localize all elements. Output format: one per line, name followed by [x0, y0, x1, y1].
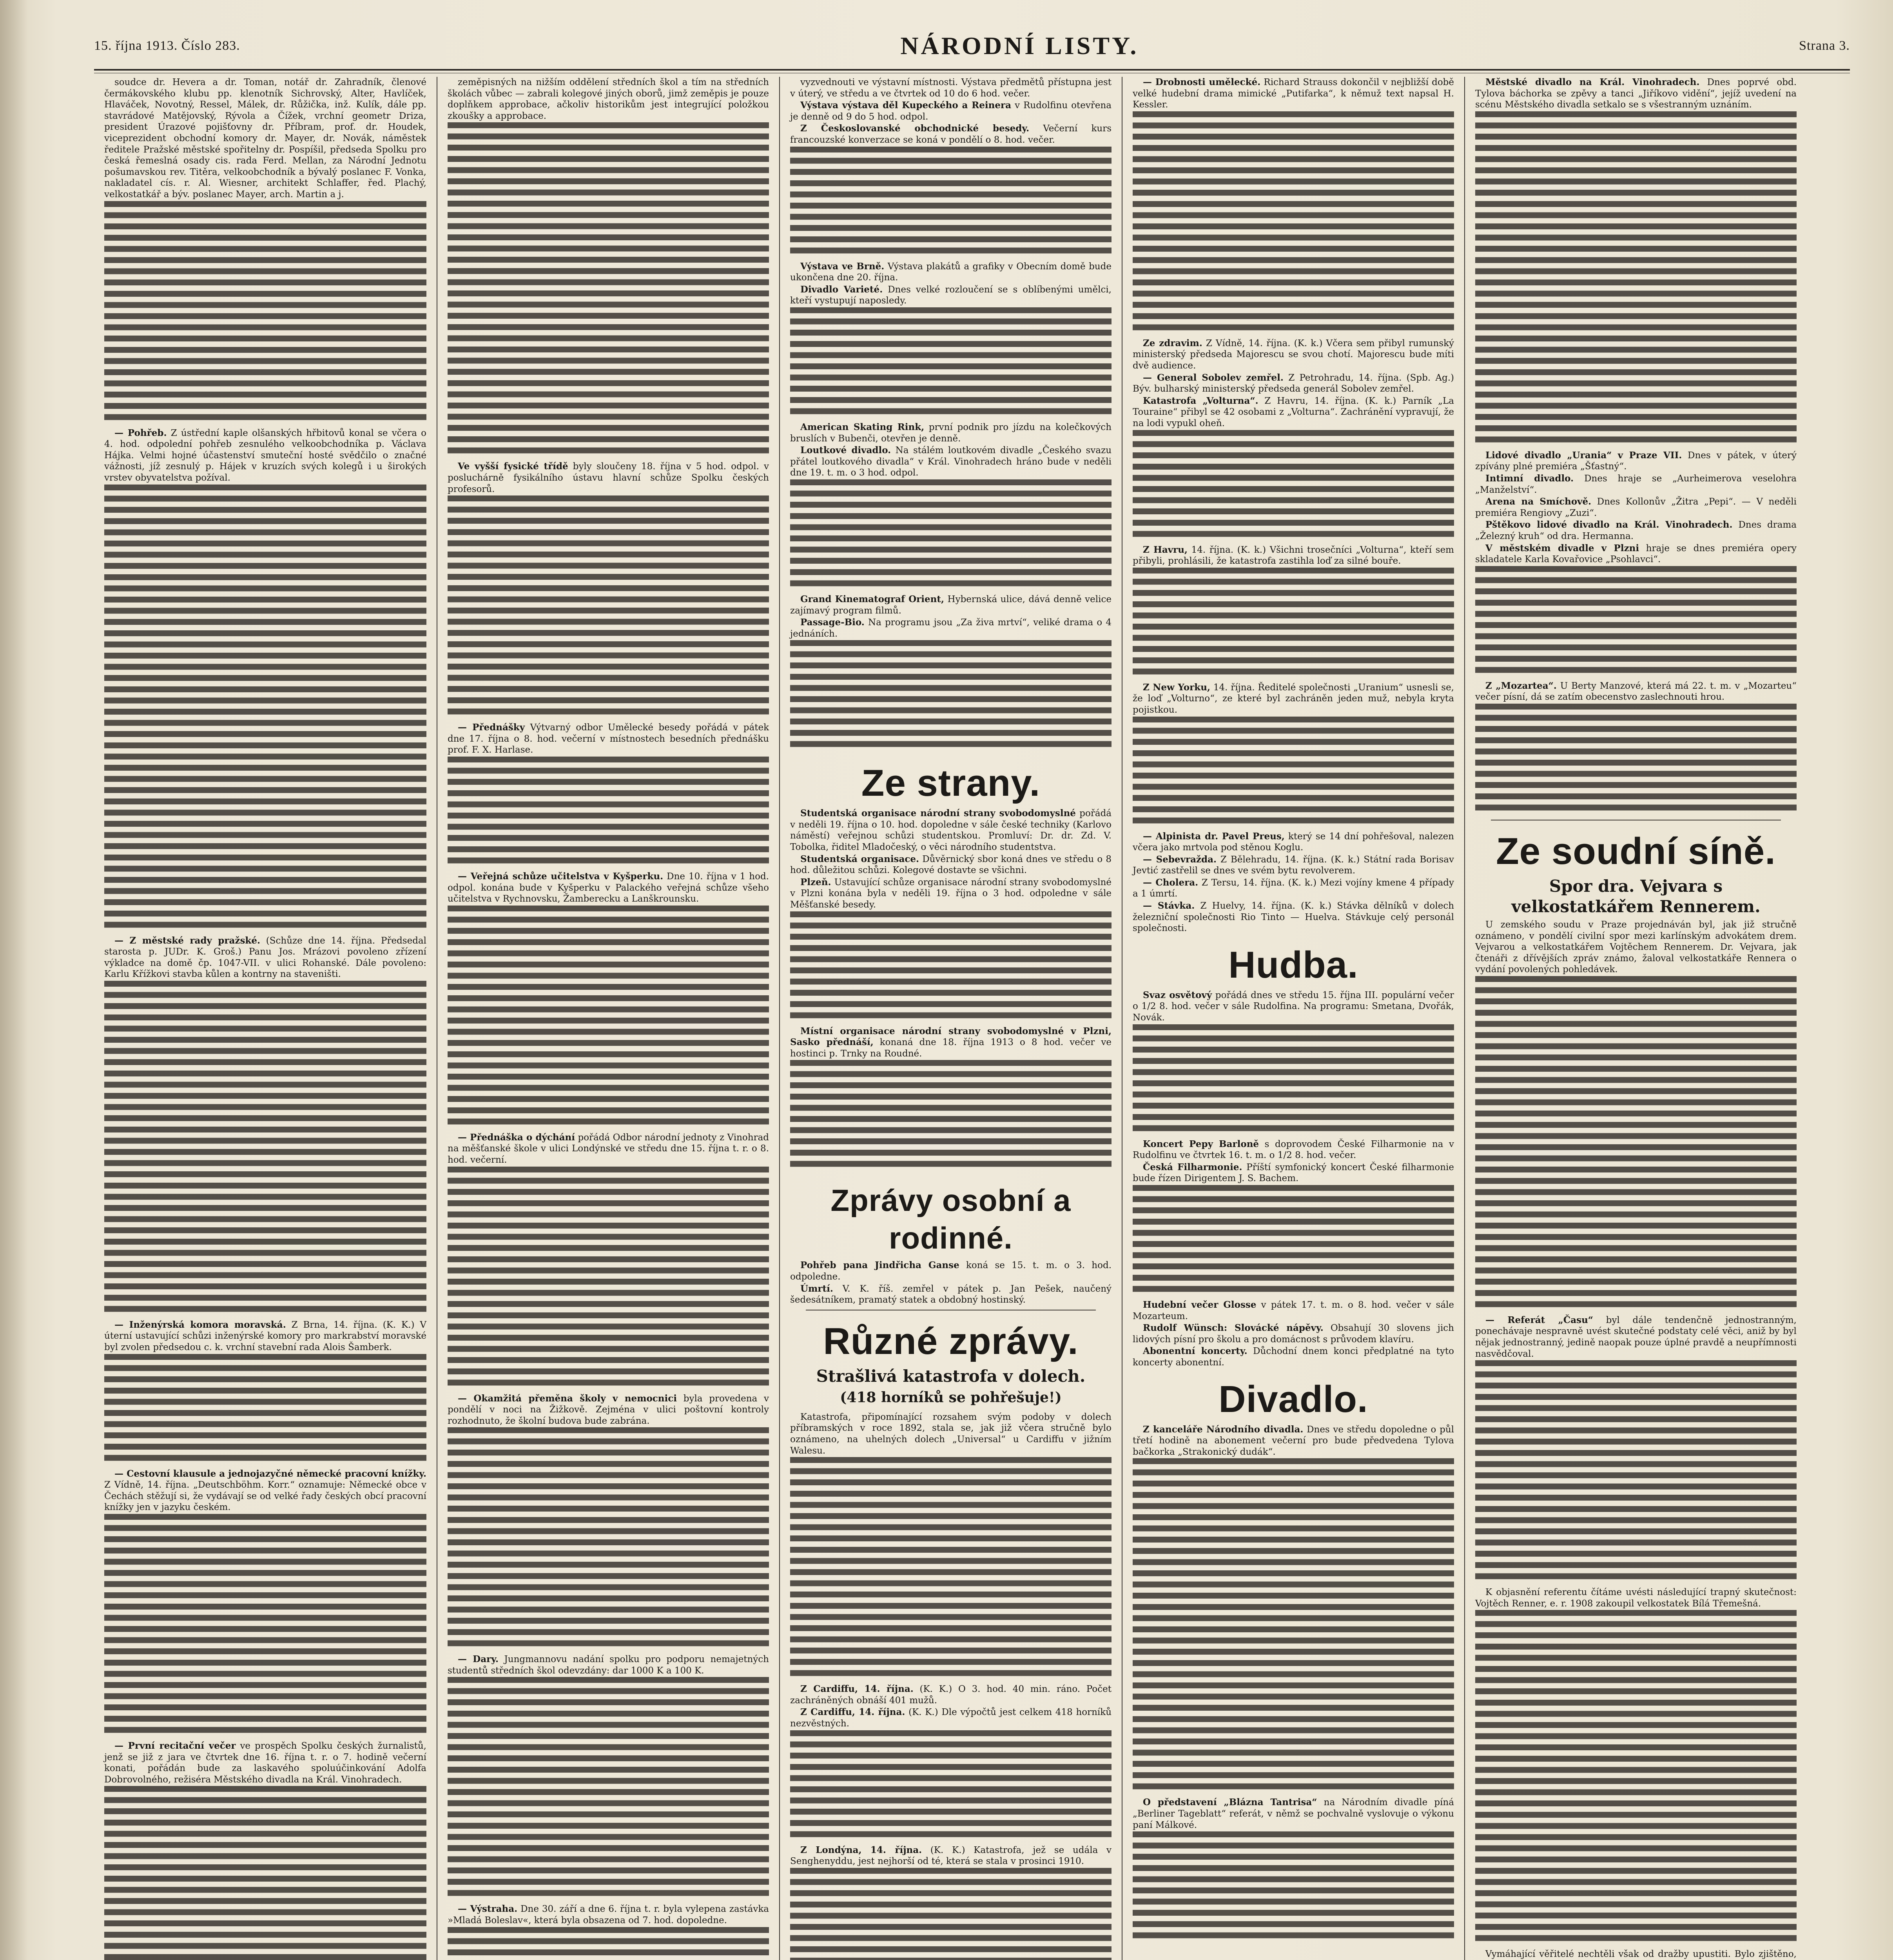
article-heading: Místní organisace národní strany svobodomyslné v Plzni, Sasko přednáší, — [790, 1025, 1112, 1048]
text-block — [790, 1060, 1112, 1172]
article-heading: Plzeň. — [800, 877, 831, 887]
text-block — [790, 911, 1112, 1024]
article-text — [1475, 473, 1797, 495]
article-body: Z Vídně, 14. října. (K. k.) Včera sem přibyl rumunský ministerský předseda Majorescu se svou chotí. Majorescu bude míti dvě audience. — [1133, 338, 1454, 371]
article-body: Z Brna, 14. října. (K. K.) V úterní ustavující schůzi inženýrské komory pro markrabství moravské byl zvolen předsedou c. k. vrchní stavební rada Alois Šamberk. — [104, 1319, 426, 1353]
article-text: U zemského soudu v Praze projednáván byl, jak již stručně oznámeno, v pondělí civilní spor mezi karlínským advokátem drem. Vejvarou a velkostatkářem Vojtěchem Rennerem. Dr. Vejvara, jak čtenáři z dřívějších zpráv známo, žaloval velkostatkáře Rennera o vydání povolených pohledávek. — [1475, 919, 1797, 975]
article-body: byla provedena v pondělí v noci na Žižkově. Zejména v ulici poštovní kontroly rozhodnuto, že školní budova bude zabrána. — [448, 1393, 769, 1426]
text-block — [1475, 976, 1797, 1312]
article-text — [448, 1654, 769, 1676]
article-body: Obsahují 30 slovens jich lidových písní pro školu a pro domácnost s průvodem klavíru. — [1133, 1323, 1454, 1345]
article-body: (Schůze dne 14. října. Předsedal starosta p. JUDr. K. Groš.) Panu Jos. Mrázovi povoleno zřízení výkladce na domě čp. 1047-VII. v ulici Rohanské. Dále povoleno: Karlu Křížkovi stavba kůlen a kontrny na staveništi. — [104, 935, 427, 980]
article-heading: — Okamžitá přeměna školy v nemocnici — [458, 1393, 677, 1404]
article-heading: Úmrtí. — [800, 1283, 833, 1294]
article-heading: Passage-Bio. — [800, 617, 865, 628]
masthead — [94, 24, 1850, 67]
article-text — [790, 1026, 1112, 1060]
article-body: Richard Strauss dokončil v nejbližší době velké hudební drama mimické „Putifarka“, k němuž text napsal H. Kessler. — [1133, 77, 1454, 110]
article-body: s doprovodem České Filharmonie na v Rudolfinu ve čtvrtek 16. t. m. o 1/2 8. hod. večer. — [1133, 1139, 1454, 1161]
article-heading: Arena na Smíchově. — [1485, 496, 1592, 507]
article-text — [1133, 1162, 1454, 1184]
article-text — [448, 1132, 769, 1166]
text-block — [1133, 1831, 1454, 1944]
text-block — [790, 307, 1112, 419]
article-body: hraje se dnes premiéra opery skladatele Karla Kovařovice „Psohlavci“. — [1475, 543, 1797, 565]
article-body: Dnes drama „Železný kruh“ od dra. Hermanna. — [1475, 520, 1797, 541]
text-block — [104, 981, 426, 1317]
article-body: Ustavující schůze organisace národní strany svobodomyslné v Plzni konána byla v neděli 19. října o 3 hod. odpoledne v sále Měšťanské besedy. — [790, 877, 1112, 910]
article-text — [1133, 1346, 1454, 1368]
article-heading: Městské divadlo na Král. Vinohradech. — [1485, 77, 1700, 87]
section-heading-soud: Ze soudní síně. — [1496, 830, 1776, 872]
article-text — [448, 871, 769, 905]
article-body: U Berty Manzové, která má 22. t. m. v „Mozarteu“ večer písní, dá se zatím obecenstvo zaslechnouti hrou. — [1475, 681, 1797, 702]
text-block — [790, 147, 1112, 259]
issue-date: 15. října 1913. Číslo 283. — [94, 38, 240, 53]
article-text — [1475, 450, 1797, 472]
article-text — [1475, 519, 1797, 542]
article-text — [790, 422, 1112, 444]
article-body: konaná dne 18. října 1913 o 8 hod. večer ve hostinci p. Trnky na Roudné. — [790, 1037, 1112, 1059]
article-heading: — Z městské rady pražské. — [114, 935, 260, 946]
article-text — [104, 1319, 426, 1353]
article-text — [1133, 1139, 1454, 1161]
article-body: v Rudolfinu otevřena je denně od 9 do 5 hod. odpol. — [790, 100, 1112, 122]
text-block — [1475, 704, 1797, 816]
article-heading: — Sebevražda. — [1143, 854, 1217, 865]
article-heading: Grand Kinematograf Orient, — [800, 593, 945, 604]
text-block — [1133, 111, 1454, 336]
text-block — [790, 640, 1112, 752]
article-text — [1133, 900, 1454, 934]
article-text — [790, 445, 1112, 479]
article-text — [1475, 496, 1797, 519]
text-block — [448, 495, 769, 720]
article-heading: O představení „Blázna Tantrisa“ — [1143, 1797, 1317, 1808]
article-text — [1133, 877, 1454, 900]
article-heading: Lidové divadlo „Urania“ v Praze VII. — [1485, 450, 1682, 461]
article-heading: Z „Mozartea“. — [1485, 680, 1557, 691]
article-body: Důvěrnický sbor koná dnes ve středu o 8 hod. důležitou schůzi. Kolegové dostavte se všichni. — [790, 854, 1112, 876]
text-block — [790, 1457, 1112, 1681]
article-body: (K. K.) Dle výpočtů jest celkem 418 horníků nezvěstných. — [790, 1707, 1112, 1729]
article-text — [1133, 1424, 1454, 1458]
article-heading: — Výstraha. — [458, 1904, 518, 1915]
article-heading: — Drobnosti umělecké. — [1143, 77, 1261, 87]
article-heading: Rudolf Wünsch: Slovácké nápěvy. — [1143, 1323, 1324, 1334]
article-body: Z Havru, 14. října. (K. k.) Parník „La Touraine“ přibyl se 42 osobami z „Volturna“. Zachránění vypravují, že na lodi vypukl oheň. — [1133, 396, 1454, 428]
article-text — [448, 1904, 769, 1926]
article-heading: — Veřejná schůze učitelstva v Kyšperku. — [458, 871, 664, 882]
article-body: byly sloučeny 18. října v 5 hod. odpol. v posluchárně fysikálního ústavu hlavní schůze Spolku českých profesorů. — [448, 461, 769, 494]
article-heading: — Cholera. — [1143, 877, 1199, 888]
column-4 — [1122, 77, 1464, 1960]
article-body: Důchodní dnem konci předplatné na tyto koncerty abonentní. — [1133, 1346, 1454, 1368]
article-body: Příští symfonický koncert České filharmonie bude řízen Dirigentem J. S. Bachem. — [1133, 1162, 1454, 1184]
article-heading: Intimní divadlo. — [1485, 473, 1574, 484]
text-block — [104, 201, 426, 425]
article-body: Večerní kurs francouzské konverzace se koná v pondělí o 8. hod. večer. — [790, 123, 1112, 145]
article-text — [790, 1707, 1112, 1729]
article-text — [790, 1260, 1112, 1282]
article-subtitle: (418 horníků se pohřešuje!) — [840, 1389, 1062, 1406]
article-text — [790, 1684, 1112, 1706]
article-text — [1475, 77, 1797, 111]
text-block — [448, 1927, 769, 1960]
article-text — [104, 1468, 426, 1513]
article-text — [1133, 1323, 1454, 1345]
text-block — [104, 1786, 426, 1960]
article-heading: Z Cardiffu, 14. října. — [800, 1684, 914, 1695]
article-heading: Z Českoslovanské obchodnické besedy. — [800, 123, 1030, 134]
section-heading-divadlo: Divadlo. — [1218, 1378, 1368, 1420]
text-block — [1475, 1610, 1797, 1946]
text-block — [104, 1354, 426, 1466]
text-block — [448, 757, 769, 869]
article-body: byl dále tendenčně jednostranným, ponechávaje nespravně uvést skutečné podstaty celé věci, aniž by byl nějak jednostranný, jedině naopak pouze úplné pravdě a neupřímnosti nasvědčoval. — [1475, 1315, 1797, 1359]
article-text — [790, 594, 1112, 616]
article-text — [1475, 543, 1797, 565]
article-text — [448, 461, 769, 495]
article-body: pořádá dnes ve středu 15. října III. populární večer o 1/2 8. hod. večer v sále Rudolfina. Na programu: Smetana, Dvořák, Novák. — [1133, 990, 1454, 1023]
article-text — [790, 284, 1112, 307]
article-body: Dnes v pátek, v úterý zpívány plné premiéra „Šťastný“. — [1475, 450, 1797, 472]
article-heading: — Referát „Času“ — [1485, 1314, 1594, 1325]
article-body: který se 14 dní pohřešoval, nalezen včera jako mrtvola pod stěnou Koglu. — [1133, 831, 1454, 853]
article-body: Jungmannovu nadání spolku pro podporu nemajetných studentů středních škol odevzdány: dar 1000 K a 100 K. — [448, 1654, 769, 1676]
article-heading: Svaz osvětový — [1143, 989, 1212, 1000]
article-body: Z Petrohradu, 14. října. (Spb. Ag.) Býv. bulharský ministerský předseda generál Sobolev zemřel. — [1133, 372, 1454, 394]
text-block — [1133, 717, 1454, 829]
article-body: ve prospěch Spolku českých žurnalistů, jenž se již z jara ve čtvrtek dne 16. října t. r. o 7. hodině večerní konati, pořádán bude za laskavého spoluúčinkování Adolfa Dobrovolného, režiséra Městského divadla na Král. Vinohradech. — [104, 1741, 426, 1785]
article-text — [104, 428, 426, 484]
article-heading: Loutkové divadlo. — [800, 445, 891, 456]
article-heading: — Dary. — [458, 1654, 499, 1665]
text-block — [448, 122, 769, 459]
article-text: zeměpisných na nižším oddělení středních škol a tím na středních školách vůbec — zabrali kolegové jiných oborů, jimž zeměpis je pouze doplňkem approbace, ačkoliv historikům jest integrující položkou zkoušky a approbace. — [448, 77, 769, 121]
article-heading: — Pohřeb. — [114, 427, 167, 438]
text-block — [1133, 430, 1454, 542]
column-5 — [1464, 77, 1807, 1960]
masthead-rule — [94, 69, 1850, 73]
text-block — [448, 1167, 769, 1391]
article-body: Z ústřední kaple olšanských hřbitovů konal se včera o 4. hod. odpolední pohřeb zesnulého velkoobchodníka p. Václava Hájka. Velmi hojné účastenství smuteční hosté svědčilo o značné vážnosti, jíž zesnulý p. Hájek v kruzích svých kolegů i u širokých vrstev obyvatelstva požíval. — [104, 428, 426, 483]
text-block — [790, 479, 1112, 592]
columns — [94, 77, 1850, 1960]
article-text: vyzvednouti ve výstavní místnosti. Výstava předmětů přístupna jest v úterý, ve středu a ve čtvrtek od 10 do 6 hod. večer. — [790, 77, 1112, 99]
article-text: Vymáhající věřitelé nechtěli však od dražby upustiti. Bylo zjištěno, — [1485, 1949, 1797, 1960]
text-block — [448, 1427, 769, 1651]
column-2 — [437, 77, 779, 1960]
article-heading: Abonentní koncerty. — [1143, 1346, 1247, 1357]
article-heading: Pštěkovo lidové divadlo na Král. Vinohradech. — [1485, 519, 1733, 530]
text-block — [448, 906, 769, 1130]
article-heading: Z New Yorku, — [1143, 682, 1210, 693]
article-heading: Výstava výstava děl Kupeckého a Reinera — [800, 100, 1011, 111]
article-body: 14. října. (K. k.) Všichni trosečníci „Volturna“, kteří sem přibyli, prohlásili, že katastrofa zastihla loď za silné bouře. — [1133, 544, 1454, 566]
column-1 — [94, 77, 437, 1960]
article-heading: — První recitační večer — [114, 1740, 236, 1751]
article-text — [104, 1740, 426, 1785]
article-heading: Z kanceláře Národního divadla. — [1143, 1424, 1304, 1435]
text-block — [790, 1868, 1112, 1960]
article-text — [1133, 854, 1454, 877]
article-text — [1475, 681, 1797, 703]
article-text — [790, 1283, 1112, 1306]
binding-shadow — [0, 0, 27, 1960]
article-heading: — Cestovní klausule a jednojazyčné německé pracovní knížky. — [114, 1468, 426, 1479]
section-heading-ruzne: Různé zprávy. — [823, 1320, 1079, 1362]
article-body: Dne 30. září a dne 6. října t. r. byla vylepena zastávka »Mladá Boleslav«, která byla obsazena od 7. hod. dopoledne. — [448, 1904, 769, 1926]
article-body: Na stálém loutkovém divadle „Českého svazu přátel loutkového divadla“ v Král. Vinohradech hráno bude v neděli dne 19. t. m. o 3 hod. odpol. — [790, 445, 1112, 478]
article-heading: — Stávka. — [1143, 900, 1195, 911]
article-heading: Z Havru, — [1143, 544, 1188, 555]
article-heading: American Skating Rink, — [800, 421, 925, 432]
article-heading: Ve vyšší fysické třídě — [458, 461, 568, 472]
article-body: V. K. říš. zemřel v pátek p. Jan Pešek, naučený šedesátníkem, pramatý statek a obdobný hostinský. — [790, 1283, 1112, 1305]
article-body: Dnes poprvé obd. Tylova báchorka se zpěvy a tanci „Jiříkovo vidění“, jejíž uvedení na scénu Městského divadla setkalo se s všestranným uznáním. — [1475, 77, 1797, 110]
text-block — [1133, 568, 1454, 680]
article-text: soudce dr. Hevera a dr. Toman, notář dr. Zahradník, členové čermákovského klubu pp. klenotník Sichrovský, Alter, Havlíček, Hlaváček, Novotný, Ressel, Málek, dr. Růžička, inž. Kulík, dále pp. stavrádové Matějovský, Rývola a Čížek, vrchní geometr Driza, president Úrazové pojišťovny dr. Příbram, prof. dr. Houdek, viceprezident obchodní komory dr. Mayer, dr. Novák, náměstek ředitele Pražské městské spořitelny dr. Pospíšil, předseda Spolku pro česká řemeslná osady cis. rada Ferd. Mellan, za Národní Jednotu pošumavskou rev. Titěra, velkoobchodník a bývalý poslanec F. Vonka, nakladatel cís. r. Al. Wiesner, architekt Schlaffer, řed. Plachý, velkostatkář a býv. poslanec Mayer, arch. Martin a j. — [104, 77, 426, 200]
section-heading-strany: Ze strany. — [861, 762, 1041, 804]
text-block — [790, 1730, 1112, 1842]
article-body: Výstava plakátů a grafiky v Obecním domě bude ukončena dne 20. října. — [790, 261, 1112, 283]
article-heading: Hudební večer Glosse — [1143, 1299, 1257, 1310]
text-block — [1133, 1458, 1454, 1795]
article-text — [448, 722, 769, 756]
article-heading: Z Cardiffu, 14. října. — [800, 1707, 905, 1718]
article-body: (K. K.) Katastrofa, jež se udála v Senghenyddu, jest nejhorší od té, která se stala v prosinci 1910. — [790, 1845, 1112, 1867]
article-text — [1133, 396, 1454, 429]
article-heading: — Přednášky — [458, 722, 525, 733]
article-text — [1133, 682, 1454, 716]
article-text: K objasnění referentu čítáme uvésti následující trapný skutečnost: Vojtěch Renner, e. r. 1908 zakoupil velkostatek Bílá Třemešná. — [1475, 1587, 1797, 1609]
article-body: Dnes ve středu dopoledne o půl třetí hodině na abonement večerní pro bude předvedena Tylova bačkorka „Strakonický dudák“. — [1133, 1424, 1454, 1457]
article-body: Hybernská ulice, dává denně velice zajímavý program filmů. — [790, 594, 1112, 616]
article-text — [790, 854, 1112, 876]
article-text — [790, 877, 1112, 911]
article-body: v pátek 17. t. m. o 8. hod. večer v sále Mozarteum. — [1133, 1300, 1454, 1321]
section-heading-hudba: Hudba. — [1228, 944, 1358, 986]
article-text — [1133, 1299, 1454, 1322]
article-text — [1133, 372, 1454, 395]
page-number: Strana 3. — [1799, 38, 1850, 53]
article-body: pořádá v neděli 19. října o 10. hod. dopoledne v sále české techniky (Karlovo náměstí) veřejnou schůzi studentskou. Promluví: Dr. dr. Zd. V. Tobolka, řiditel Mladočeský, o věci národního studentstva. — [790, 808, 1112, 853]
article-body: Z Vídně, 14. října. „Deutschböhm. Korr.“ oznamuje: Německé obce v Čechách stěžují si, že vydávají se od velké řady českých obcí pracovní knížky jen v jazyku českém. — [104, 1480, 426, 1513]
article-heading: Ze zdravim. — [1143, 338, 1202, 348]
article-heading: — Inženýrská komora moravská. — [114, 1319, 286, 1330]
article-body: 14. října. Ředitelé společnosti „Uranium“ usnesli se, že loď „Volturno“, ze které byl zachráněn jeden muž, nebyla kryta pojistkou. — [1133, 682, 1454, 715]
article-title: Strašlivá katastrofa v dolech. — [816, 1366, 1086, 1386]
article-body: Dnes velké rozloučení se s oblíbenými umělci, kteří vystupují naposledy. — [790, 284, 1112, 306]
column-3 — [779, 77, 1122, 1960]
text-block — [448, 1677, 769, 1901]
article-body: Na programu jsou „Za živa mrtví“, veliké drama o 4 jednáních. — [790, 617, 1112, 639]
article-heading: Studentská organisace. — [800, 853, 919, 864]
article-text — [790, 1845, 1112, 1867]
article-text — [790, 123, 1112, 145]
article-heading: Z Londýna, 14. října. — [800, 1844, 922, 1855]
article-heading: Koncert Pepy Barloně — [1143, 1138, 1259, 1149]
article-text — [1133, 544, 1454, 567]
article-heading: Pohřeb pana Jindřicha Ganse — [800, 1260, 959, 1271]
text-block — [1475, 111, 1797, 448]
article-heading: — Alpinista dr. Pavel Preus, — [1143, 831, 1285, 842]
article-body: na Národním divadle píná „Berliner Tageblatt“ referát, v němž se pochvalně vyslovuje o výkonu paní Málkové. — [1133, 1797, 1454, 1830]
article-text — [790, 100, 1112, 122]
article-text — [1133, 831, 1454, 853]
newspaper-title: NÁRODNÍ LISTY. — [900, 32, 1139, 60]
article-heading: — Přednáška o dýchání — [458, 1132, 575, 1143]
text-block — [1475, 1360, 1797, 1584]
article-body: pořádá Odbor národní jednoty z Vinohrad na měšťanské škole v ulici Londýnské ve středu dne 15. října t. r. o 8. hod. večerní. — [448, 1132, 769, 1165]
article-text — [1133, 77, 1454, 111]
article-text — [790, 617, 1112, 639]
article-text — [1133, 990, 1454, 1024]
article-heading: — General Sobolev zemřel. — [1143, 372, 1284, 383]
article-body: Výtvarný odbor Umělecké besedy pořádá v pátek dne 17. října o 8. hod. večerní v místnostech besedních přednášku prof. F. X. Harlase. — [448, 722, 769, 755]
text-block — [1133, 1024, 1454, 1136]
article-body: Z Bělehradu, 14. října. (K. k.) Státní rada Borisav Jevtić zastřelil se dnes ve svém bytu revolverem. — [1133, 854, 1454, 876]
article-body: koná se 15. t. m. o 3. hod. odpoledne. — [790, 1260, 1112, 1282]
article-text — [790, 808, 1112, 853]
section-heading-zpravy: Zprávy osobní a rodinné. — [830, 1183, 1071, 1256]
text-block — [1475, 566, 1797, 678]
article-text — [790, 261, 1112, 283]
article-heading: V městském divadle v Plzni — [1485, 543, 1639, 554]
article-body: Z Tersu, 14. října. (K. k.) Mezi vojíny kmene 4 případy a 1 úmrtí. — [1133, 877, 1454, 899]
article-body: Dnes hraje se „Aurheimerova veselohra „Manželství“. — [1475, 473, 1797, 495]
article-heading: Divadlo Varieté. — [800, 284, 883, 295]
article-heading: Studentská organisace národní strany svobodomyslné — [800, 808, 1076, 819]
article-title: Spor dra. Vejvara s velkostatkářem Rennerem. — [1511, 876, 1761, 916]
article-text: Katastrofa, připomínající rozsahem svým podoby v dolech příbramských v roce 1892, stala se, jak již včera stručně bylo oznámeno, na uhelných dolech „Universal“ u Cardiffu v jižním Walesu. — [790, 1412, 1112, 1456]
article-heading: Katastrofa „Volturna“. — [1143, 395, 1258, 406]
article-body: Dne 10. října v 1 hod. odpol. konána bude v Kyšperku v Palackého veřejná schůze všeho učitelstva v Rychnovsku, Žamberecku a Lanškrounsku. — [448, 871, 769, 904]
article-body: Z Huelvy, 14. října. (K. k.) Stávka dělníků v dolech železniční společnosti Rio Tinto — Huelva. Stávkuje celý personál společnosti. — [1133, 901, 1454, 934]
article-text — [1133, 338, 1454, 372]
article-body: první podnik pro jízdu na kolečkových bruslích v Bubenči, otevřen je denně. — [790, 422, 1112, 444]
article-heading: Výstava ve Brně. — [800, 261, 885, 272]
article-body: Dnes Kollonův „Žitra „Pepi“. — V neděli premiéra Rengiovy „Zuzi“. — [1475, 497, 1797, 518]
article-text — [104, 935, 426, 980]
article-heading: Česká Filharmonie. — [1143, 1161, 1242, 1172]
article-text — [1475, 1315, 1797, 1359]
text-block — [1133, 1185, 1454, 1297]
text-block — [104, 1514, 426, 1738]
article-text — [1133, 1797, 1454, 1831]
article-text — [448, 1393, 769, 1427]
text-block — [104, 485, 426, 933]
article-body: (K. K.) O 3. hod. 40 min. ráno. Počet zachráněných obnáší 401 mužů. — [790, 1684, 1112, 1706]
